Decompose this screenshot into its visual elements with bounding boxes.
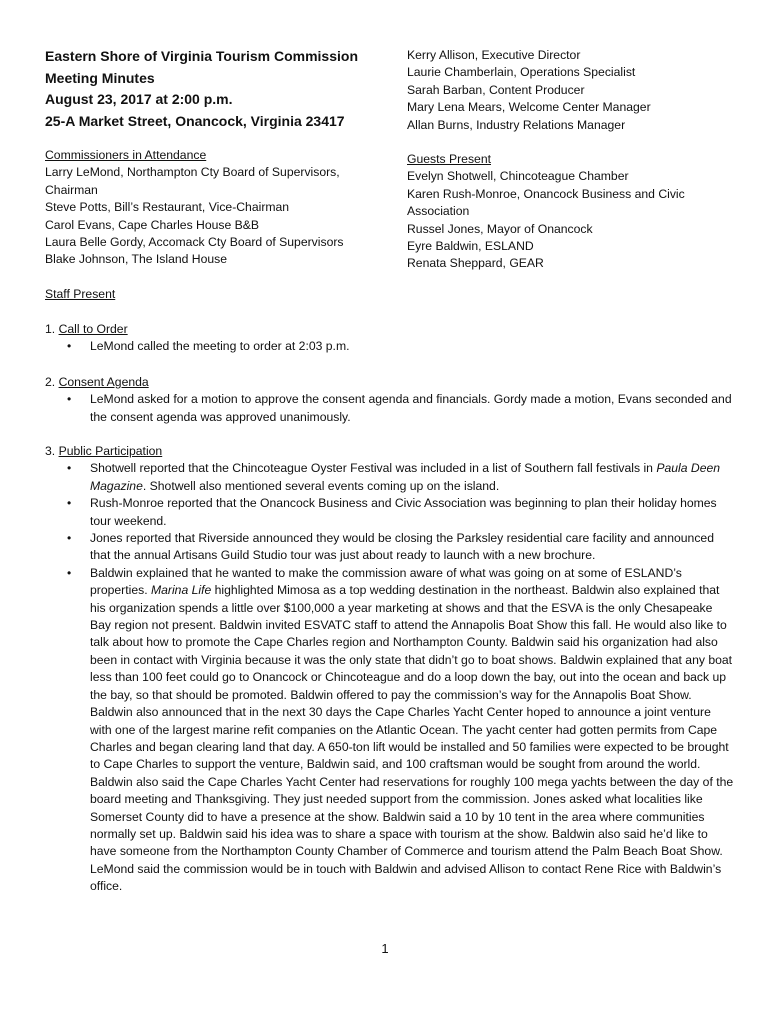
commissioner-line: Carol Evans, Cape Charles House B&B <box>45 217 260 232</box>
section-number: 3. <box>45 444 59 458</box>
section-title: Public Participation <box>58 444 163 458</box>
bullet-list <box>45 338 735 355</box>
staff-member: Sarah Barban, Content Producer <box>407 82 585 97</box>
bullet-text: Shotwell reported that the Chincoteague Oyster Festival was included in a list of Southern fall festivals in <box>90 461 657 476</box>
section-consent-agenda <box>45 374 735 426</box>
commissioner-line: Chairman <box>45 182 98 197</box>
header-organization: Eastern Shore of Virginia Tourism Commission <box>45 48 358 64</box>
commissioners-heading: Commissioners in Attendance <box>45 148 207 162</box>
staff-present-heading-block <box>45 286 735 303</box>
section-heading <box>45 321 735 338</box>
header-address: 25-A Market Street, Onancock, Virginia 23417 <box>45 112 345 129</box>
header-date: August 23, 2017 at 2:00 p.m. <box>45 91 233 107</box>
guest-line: Renata Sheppard, GEAR <box>407 256 544 271</box>
staff-present-heading: Staff Present <box>45 287 116 301</box>
section-heading <box>45 374 735 391</box>
guest-line: Russel Jones, Mayor of Onancock <box>407 221 593 236</box>
staff-member: Laurie Chamberlain, Operations Specialist <box>407 65 636 80</box>
bullet-text: highlighted Mimosa as a top wedding destination in the northeast. Baldwin also explained that his organization spends a little over $100,000 a year marketing at shows and that the ESVA is the only Chesapeake Bay region not present. Baldwin invited ESVATC staff to attend the Annapolis Boat Show this fall. He would also like to talk about how to promote the Cape Charles region and Northampton County. Baldwin said his organization had also been in contact with Virginia because it was the only state that didn’t go to boat shows. Baldwin explained that any boat less than 100 feet could go to Onancock or Chincoteague and do a loop down the bay, out into the ocean and back up the bay, so that should be promoted. Baldwin offered to pay the commission’s way for the Annapolis Boat Show. Baldwin also announced that in the next 30 days the Cape Charles Yacht Center hoped to announce a joint venture with one of the largest marine refit companies on the Atlantic Ocean. The yacht center had gotten permits from Cape Charles and began clearing land that day. A 650-ton lift would be installed and 50 families were expected to be brought to Cape Charles to support the venture, Baldwin said, and 100 craftsman would be sought from around the world. Baldwin also said the Cape Charles Yacht Center had reservations for roughly 100 mega yachts between the day of the board meeting and Thanksgiving. They just needed support from the commission. Jones asked what localities like Somerset County did to have a presence at the show. Baldwin said a 10 by 10 tent in the area where communities normally set up. Baldwin said his idea was to share a space with tourism at the show. Baldwin also said he’d like to have someone from the Northampton County Chamber of Commerce and tourism attend the Palm Beach Boat Show. LeMond said the commission would be in touch with Baldwin and advised Allison to contact Rene Rice with Baldwin’s office. <box>90 583 734 894</box>
right-column <box>407 47 737 273</box>
guest-line: Eyre Baldwin, ESLAND <box>407 239 534 254</box>
commissioner-line: Larry LeMond, Northampton Cty Board of Supervisors, <box>45 165 340 180</box>
section-public-participation <box>45 443 735 896</box>
commissioner-line: Steve Potts, Bill’s Restaurant, Vice-Chairman <box>45 200 290 215</box>
guests-heading: Guests Present <box>407 152 491 167</box>
bullet-item: • LeMond called the meeting to order at 2:03 p.m. <box>45 338 735 355</box>
bullet-text: . Shotwell also mentioned several events coming up on the island. <box>142 478 500 493</box>
section-title: Call to Order <box>58 322 128 336</box>
staff-member: Mary Lena Mears, Welcome Center Manager <box>407 100 651 115</box>
section-number: 2. <box>45 375 59 389</box>
guest-line: Evelyn Shotwell, Chincoteague Chamber <box>407 169 629 184</box>
bullet-list <box>45 460 735 895</box>
staff-member: Allan Burns, Industry Relations Manager <box>407 117 626 132</box>
bullet-item <box>45 565 735 896</box>
bullet-list <box>45 391 735 426</box>
commissioner-line: Laura Belle Gordy, Accomack Cty Board of Supervisors <box>45 235 344 250</box>
section-title: Consent Agenda <box>58 375 149 389</box>
document-header <box>45 46 395 132</box>
bullet-item: • Rush-Monroe reported that the Onancock Business and Civic Association was beginning to plan their holiday homes tour weekend. <box>45 495 735 530</box>
header-doc-type: Meeting Minutes <box>45 69 155 86</box>
bullet-text: Baldwin explained that he wanted to make the commission aware of what was going on at some of ESLAND’s properties. <box>90 565 682 598</box>
staff-member: Kerry Allison, Executive Director <box>407 48 581 62</box>
bullet-item <box>45 460 735 495</box>
magazine-title: Marina Life <box>150 583 212 598</box>
bullet-item: • Jones reported that Riverside announced they would be closing the Parksley residential care facility and announced that the annual Artisans Guild Studio tour was just about ready to launch with a new brochure. <box>45 530 735 565</box>
page-number: 1 <box>381 941 389 956</box>
guest-line: Karen Rush-Monroe, Onancock Business and Civic <box>407 186 685 201</box>
section-call-to-order <box>45 321 735 356</box>
commissioner-line: Blake Johnson, The Island House <box>45 252 228 267</box>
section-heading <box>45 443 735 460</box>
guest-line: Association <box>407 204 470 219</box>
commissioners-block <box>45 147 385 269</box>
bullet-item: • LeMond asked for a motion to approve the consent agenda and financials. Gordy made a motion, Evans seconded and the consent agenda was approved unanimously. <box>45 391 735 426</box>
section-number: 1. <box>45 322 59 336</box>
magazine-title: Paula Deen Magazine <box>90 461 721 493</box>
